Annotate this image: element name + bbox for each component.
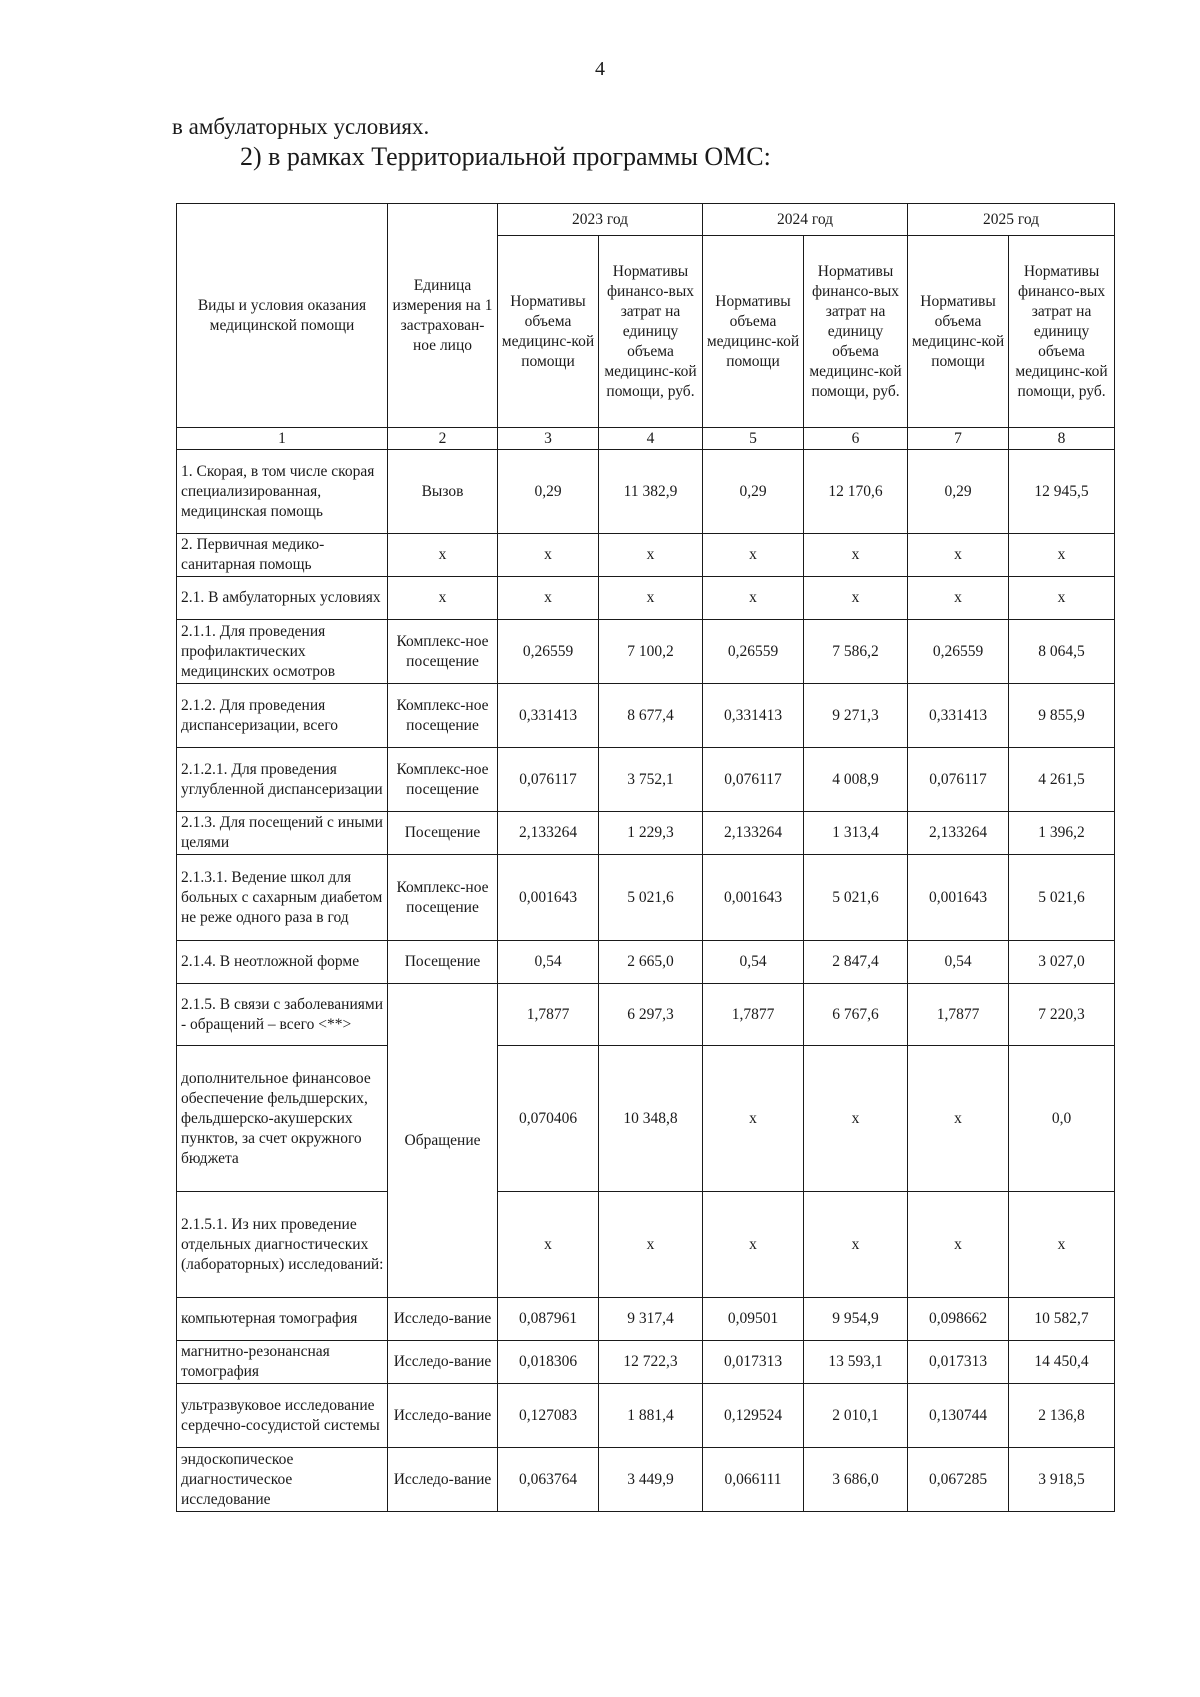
value-cell: х <box>498 1192 599 1298</box>
value-cell: 1 313,4 <box>804 812 908 855</box>
value-cell: 4 261,5 <box>1009 748 1115 812</box>
header-cost-2025: Нормативы финансо-вых затрат на единицу объема медицинс-кой помощи, руб. <box>1009 236 1115 428</box>
value-cell: 0,54 <box>498 941 599 984</box>
value-cell: х <box>599 1192 703 1298</box>
value-cell: 0,067285 <box>908 1448 1009 1512</box>
row-name: компьютерная томография <box>177 1298 388 1341</box>
value-cell: 2 665,0 <box>599 941 703 984</box>
value-cell: 12 945,5 <box>1009 450 1115 534</box>
table-row <box>177 1192 1115 1298</box>
value-cell: 0,130744 <box>908 1384 1009 1448</box>
value-cell: 0,26559 <box>908 620 1009 684</box>
header-unit: Единица измерения на 1 застрахован-ное лицо <box>388 204 498 428</box>
value-cell: 9 317,4 <box>599 1298 703 1341</box>
value-cell: 0,54 <box>908 941 1009 984</box>
value-cell: х <box>908 1192 1009 1298</box>
table-row <box>177 577 1115 620</box>
value-cell: 1 881,4 <box>599 1384 703 1448</box>
value-cell: х <box>703 1192 804 1298</box>
header-volume-2023: Нормативы объема медицинс-кой помощи <box>498 236 599 428</box>
value-cell: 9 954,9 <box>804 1298 908 1341</box>
table-row <box>177 620 1115 684</box>
row-name: 2.1.3.1. Ведение школ для больных с сахарным диабетом не реже одного раза в год <box>177 855 388 941</box>
value-cell: 0,017313 <box>703 1341 804 1384</box>
value-cell: 0,017313 <box>908 1341 1009 1384</box>
row-unit: Комплекс-ное посещение <box>388 620 498 684</box>
row-unit: Комплекс-ное посещение <box>388 684 498 748</box>
value-cell: 0,331413 <box>498 684 599 748</box>
value-cell: 8 677,4 <box>599 684 703 748</box>
intro-line-2: 2) в рамках Территориальной программы ОМС: <box>240 142 771 171</box>
value-cell: х <box>804 1046 908 1192</box>
row-name: дополнительное финансовое обеспечение фельдшерских, фельдшерско-акушерских пунктов, за счет окружного бюджета <box>177 1046 388 1192</box>
row-name: 2.1.5. В связи с заболеваниями - обращений – всего <**> <box>177 984 388 1046</box>
row-name: ультразвуковое исследование сердечно-сосудистой системы <box>177 1384 388 1448</box>
header-year-2023: 2023 год <box>498 204 703 236</box>
page-number: 4 <box>595 58 605 80</box>
value-cell: 5 021,6 <box>804 855 908 941</box>
row-name: 2.1.4. В неотложной форме <box>177 941 388 984</box>
value-cell: 0,001643 <box>908 855 1009 941</box>
value-cell: 7 586,2 <box>804 620 908 684</box>
table-row <box>177 941 1115 984</box>
header-care-type: Виды и условия оказания медицинской помощи <box>177 204 388 428</box>
column-number: 3 <box>498 428 599 450</box>
value-cell: 0,018306 <box>498 1341 599 1384</box>
value-cell: х <box>1009 534 1115 577</box>
value-cell: 9 855,9 <box>1009 684 1115 748</box>
value-cell: 12 722,3 <box>599 1341 703 1384</box>
value-cell: 0,331413 <box>908 684 1009 748</box>
table-row <box>177 748 1115 812</box>
row-unit-obraschenie: Обращение <box>388 984 498 1298</box>
value-cell: 10 348,8 <box>599 1046 703 1192</box>
row-unit: х <box>388 534 498 577</box>
table-row <box>177 450 1115 534</box>
norms-table <box>176 203 1115 1512</box>
intro-line-1: в амбулаторных условиях. <box>172 114 430 139</box>
value-cell: 0,0 <box>1009 1046 1115 1192</box>
row-name: 2.1.1. Для проведения профилактических медицинских осмотров <box>177 620 388 684</box>
row-name: 2.1.5.1. Из них проведение отдельных диагностических (лабораторных) исследований: <box>177 1192 388 1298</box>
value-cell: 7 220,3 <box>1009 984 1115 1046</box>
value-cell: 7 100,2 <box>599 620 703 684</box>
value-cell: 2,133264 <box>908 812 1009 855</box>
header-year-2024: 2024 год <box>703 204 908 236</box>
table-row <box>177 1448 1115 1512</box>
value-cell: 0,129524 <box>703 1384 804 1448</box>
value-cell: 9 271,3 <box>804 684 908 748</box>
value-cell: 0,29 <box>498 450 599 534</box>
row-name: 2.1. В амбулаторных условиях <box>177 577 388 620</box>
row-unit: Исследо-вание <box>388 1341 498 1384</box>
row-unit: Комплекс-ное посещение <box>388 748 498 812</box>
value-cell: х <box>703 534 804 577</box>
value-cell: 0,29 <box>908 450 1009 534</box>
table-row <box>177 1046 1115 1192</box>
table-row <box>177 684 1115 748</box>
value-cell: 6 767,6 <box>804 984 908 1046</box>
header-year-2025: 2025 год <box>908 204 1115 236</box>
value-cell: 0,098662 <box>908 1298 1009 1341</box>
value-cell: х <box>599 577 703 620</box>
value-cell: 8 064,5 <box>1009 620 1115 684</box>
column-number: 5 <box>703 428 804 450</box>
row-name: эндоскопическое диагностическое исследование <box>177 1448 388 1512</box>
column-number: 2 <box>388 428 498 450</box>
value-cell: х <box>804 1192 908 1298</box>
value-cell: х <box>1009 577 1115 620</box>
value-cell: х <box>804 534 908 577</box>
value-cell: 0,001643 <box>498 855 599 941</box>
header-volume-2025: Нормативы объема медицинс-кой помощи <box>908 236 1009 428</box>
value-cell: х <box>908 1046 1009 1192</box>
row-unit: х <box>388 577 498 620</box>
row-name: 2.1.3. Для посещений с иными целями <box>177 812 388 855</box>
row-name: магнитно-резонансная томография <box>177 1341 388 1384</box>
value-cell: х <box>804 577 908 620</box>
column-number: 7 <box>908 428 1009 450</box>
table-row <box>177 984 1115 1046</box>
value-cell: 2 010,1 <box>804 1384 908 1448</box>
value-cell: 1,7877 <box>703 984 804 1046</box>
value-cell: 0,076117 <box>908 748 1009 812</box>
value-cell: 11 382,9 <box>599 450 703 534</box>
value-cell: 2,133264 <box>703 812 804 855</box>
row-name: 2.1.2. Для проведения диспансеризации, всего <box>177 684 388 748</box>
header-cost-2023: Нормативы финансо-вых затрат на единицу объема медицинс-кой помощи, руб. <box>599 236 703 428</box>
table-row <box>177 1298 1115 1341</box>
value-cell: х <box>1009 1192 1115 1298</box>
value-cell: 0,076117 <box>498 748 599 812</box>
value-cell: 6 297,3 <box>599 984 703 1046</box>
value-cell: х <box>498 577 599 620</box>
row-unit: Исследо-вание <box>388 1384 498 1448</box>
value-cell: 0,09501 <box>703 1298 804 1341</box>
value-cell: 1,7877 <box>498 984 599 1046</box>
column-number: 8 <box>1009 428 1115 450</box>
value-cell: 3 027,0 <box>1009 941 1115 984</box>
table-row <box>177 1341 1115 1384</box>
value-cell: 0,001643 <box>703 855 804 941</box>
value-cell: х <box>908 577 1009 620</box>
value-cell: 0,26559 <box>703 620 804 684</box>
value-cell: х <box>703 1046 804 1192</box>
value-cell: 13 593,1 <box>804 1341 908 1384</box>
header-cost-2024: Нормативы финансо-вых затрат на единицу объема медицинс-кой помощи, руб. <box>804 236 908 428</box>
value-cell: 1,7877 <box>908 984 1009 1046</box>
row-unit: Исследо-вание <box>388 1298 498 1341</box>
value-cell: х <box>498 534 599 577</box>
column-number: 6 <box>804 428 908 450</box>
row-name: 1. Скорая, в том числе скорая специализированная, медицинская помощь <box>177 450 388 534</box>
value-cell: 1 396,2 <box>1009 812 1115 855</box>
value-cell: 5 021,6 <box>1009 855 1115 941</box>
row-name: 2.1.2.1. Для проведения углубленной диспансеризации <box>177 748 388 812</box>
value-cell: 0,29 <box>703 450 804 534</box>
value-cell: 0,127083 <box>498 1384 599 1448</box>
table-row <box>177 855 1115 941</box>
table-row <box>177 812 1115 855</box>
value-cell: 2,133264 <box>498 812 599 855</box>
value-cell: х <box>703 577 804 620</box>
column-number: 4 <box>599 428 703 450</box>
row-unit: Исследо-вание <box>388 1448 498 1512</box>
column-number: 1 <box>177 428 388 450</box>
value-cell: 2 847,4 <box>804 941 908 984</box>
value-cell: 0,087961 <box>498 1298 599 1341</box>
value-cell: 14 450,4 <box>1009 1341 1115 1384</box>
row-unit: Посещение <box>388 812 498 855</box>
value-cell: 0,331413 <box>703 684 804 748</box>
value-cell: 3 918,5 <box>1009 1448 1115 1512</box>
row-unit: Комплекс-ное посещение <box>388 855 498 941</box>
value-cell: 12 170,6 <box>804 450 908 534</box>
value-cell: х <box>599 534 703 577</box>
value-cell: 0,066111 <box>703 1448 804 1512</box>
value-cell: 0,063764 <box>498 1448 599 1512</box>
value-cell: 0,070406 <box>498 1046 599 1192</box>
value-cell: 10 582,7 <box>1009 1298 1115 1341</box>
value-cell: 1 229,3 <box>599 812 703 855</box>
value-cell: 0,26559 <box>498 620 599 684</box>
value-cell: 2 136,8 <box>1009 1384 1115 1448</box>
row-name: 2. Первичная медико-санитарная помощь <box>177 534 388 577</box>
header-volume-2024: Нормативы объема медицинс-кой помощи <box>703 236 804 428</box>
row-unit: Посещение <box>388 941 498 984</box>
row-unit: Вызов <box>388 450 498 534</box>
table-row <box>177 534 1115 577</box>
table-row <box>177 1384 1115 1448</box>
value-cell: 5 021,6 <box>599 855 703 941</box>
value-cell: 0,076117 <box>703 748 804 812</box>
value-cell: 3 686,0 <box>804 1448 908 1512</box>
value-cell: 3 752,1 <box>599 748 703 812</box>
value-cell: 0,54 <box>703 941 804 984</box>
value-cell: х <box>908 534 1009 577</box>
value-cell: 4 008,9 <box>804 748 908 812</box>
value-cell: 3 449,9 <box>599 1448 703 1512</box>
